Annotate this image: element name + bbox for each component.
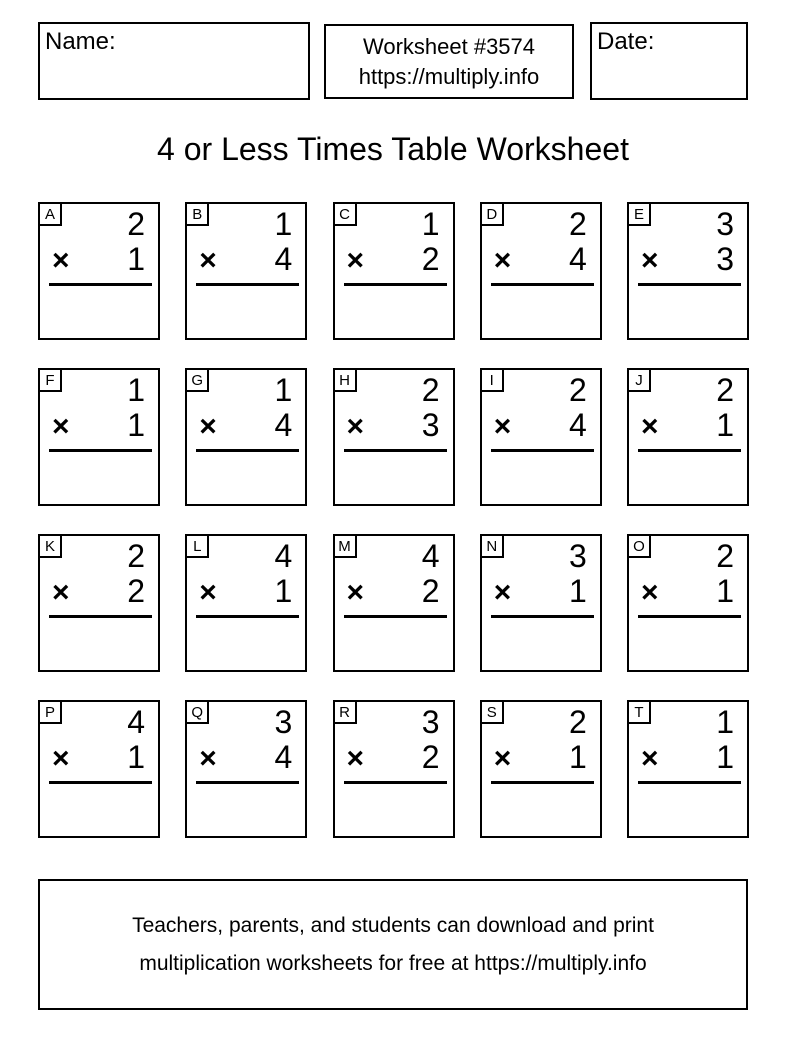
answer-line [344,615,447,618]
problem-cell [480,202,602,340]
worksheet-url: https://multiply.info [358,63,540,89]
multiplier-row [482,242,600,278]
multiplier-row [629,408,747,444]
multiplier-row [482,408,600,444]
multiplier-row [40,574,158,610]
problem-label: D [482,204,504,226]
multiplier-row [629,574,747,610]
multiplier: 1 [127,739,145,775]
multiplier: 1 [716,573,734,609]
multiplier: 1 [274,573,293,609]
problem-label: F [40,370,62,392]
multiply-icon: × [493,742,512,775]
problem-label: H [335,370,357,392]
multiplier: 4 [274,407,293,443]
problem-label: S [482,702,504,724]
problem-cell [480,534,602,672]
multiply-icon: × [52,244,70,277]
multiply-icon: × [641,576,659,609]
problem-cell [333,700,455,838]
multiplier: 1 [716,407,734,443]
multiplier: 1 [716,739,734,775]
answer-line [491,615,594,618]
multiply-icon: × [346,244,365,277]
multiplier: 1 [127,407,145,443]
problem-cell [185,534,307,672]
problem-label: A [40,204,62,226]
multiplicand: 4 [127,704,145,740]
multiplier-row [335,242,453,278]
multiplier: 4 [274,739,293,775]
answer-line [344,781,447,784]
problem-cell [38,534,160,672]
multiplier-row [482,740,600,776]
problem-label: M [335,536,357,558]
multiplicand: 2 [568,704,587,740]
problem-cell [627,202,749,340]
problem-label: N [482,536,504,558]
multiplier-row [187,574,305,610]
multiply-icon: × [493,410,512,443]
answer-line [49,283,152,286]
answer-line [49,449,152,452]
multiplier: 4 [568,407,587,443]
multiplicand: 2 [127,206,145,242]
problem-cell [185,368,307,506]
multiplier-row [187,408,305,444]
problem-label: J [629,370,651,392]
answer-line [638,449,741,452]
multiply-icon: × [52,410,70,443]
problem-cell [38,700,160,838]
worksheet-number: Worksheet #3574 [362,33,536,59]
multiply-icon: × [199,742,217,775]
multiplier-row [335,740,453,776]
problem-label: E [629,204,651,226]
multiplicand: 1 [421,206,440,242]
multiplicand: 2 [421,372,440,408]
date-field-box [590,22,748,100]
problem-cell [185,202,307,340]
problem-cell [480,368,602,506]
problem-label: K [40,536,62,558]
page-title: 4 or Less Times Table Worksheet [157,131,629,167]
multiply-icon: × [346,742,365,775]
multiply-icon: × [52,576,70,609]
multiplier-row [629,740,747,776]
multiply-icon: × [493,576,512,609]
date-label: Date: [597,28,655,55]
answer-line [196,283,299,286]
multiply-icon: × [199,244,217,277]
multiplier: 2 [421,739,440,775]
multiplier-row [335,574,453,610]
answer-line [638,615,741,618]
multiplicand: 4 [421,538,440,574]
problem-label: O [629,536,651,558]
multiplier-row [335,408,453,444]
answer-line [491,283,594,286]
problem-label: L [187,536,209,558]
multiplicand: 3 [421,704,440,740]
multiplicand: 4 [274,538,293,574]
problem-label: I [482,370,504,392]
multiplicand: 3 [274,704,293,740]
multiply-icon: × [641,244,659,277]
multiplicand: 2 [568,372,587,408]
problem-cell [333,202,455,340]
multiplier: 2 [421,241,440,277]
multiplicand: 2 [127,538,145,574]
answer-line [344,283,447,286]
name-label: Name: [45,28,116,55]
worksheet-info-box [324,24,574,99]
problem-label: R [335,702,357,724]
multiplicand: 3 [568,538,587,574]
multiplier-row [40,408,158,444]
answer-line [491,781,594,784]
answer-line [491,449,594,452]
multiply-icon: × [199,576,217,609]
multiplicand: 2 [716,538,734,574]
multiplier-row [187,740,305,776]
answer-line [49,615,152,618]
multiplier: 2 [421,573,440,609]
multiplier-row [187,242,305,278]
multiplier: 4 [568,241,587,277]
problem-cell [627,534,749,672]
problem-cell [480,700,602,838]
problem-cell [38,368,160,506]
multiplicand: 1 [274,206,293,242]
multiplicand: 3 [716,206,734,242]
problem-cell [627,368,749,506]
answer-line [638,283,741,286]
answer-line [49,781,152,784]
answer-line [638,781,741,784]
problem-label: C [335,204,357,226]
multiplier: 1 [127,241,145,277]
name-field-box [38,22,310,100]
footer-line-2: multiplication worksheets for free at https://multiply.info [139,951,647,975]
answer-line [344,449,447,452]
problem-label: T [629,702,651,724]
multiply-icon: × [493,244,512,277]
footer-line-1: Teachers, parents, and students can download and print [132,913,654,937]
problem-cell [333,534,455,672]
problem-cell [38,202,160,340]
multiplier-row [40,242,158,278]
multiply-icon: × [641,742,659,775]
multiply-icon: × [641,410,659,443]
multiplier: 1 [568,573,587,609]
multiplicand: 2 [716,372,734,408]
multiply-icon: × [199,410,217,443]
problem-label: G [187,370,209,392]
problem-cell [333,368,455,506]
problem-label: P [40,702,62,724]
multiplicand: 2 [568,206,587,242]
multiplier: 1 [568,739,587,775]
multiplicand: 1 [274,372,293,408]
multiply-icon: × [346,410,365,443]
problem-cell [185,700,307,838]
problem-label: Q [187,702,209,724]
multiply-icon: × [52,742,70,775]
multiplier: 2 [127,573,145,609]
multiplicand: 1 [127,372,145,408]
multiplier-row [629,242,747,278]
problem-label: B [187,204,209,226]
multiplier: 3 [716,241,734,277]
multiplicand: 1 [716,704,734,740]
multiply-icon: × [346,576,365,609]
footer-box [38,879,748,1010]
problems-grid [38,202,749,838]
answer-line [196,449,299,452]
answer-line [196,781,299,784]
answer-line [196,615,299,618]
multiplier-row [40,740,158,776]
multiplier: 3 [421,407,440,443]
multiplier-row [482,574,600,610]
problem-cell [627,700,749,838]
multiplier: 4 [274,241,293,277]
